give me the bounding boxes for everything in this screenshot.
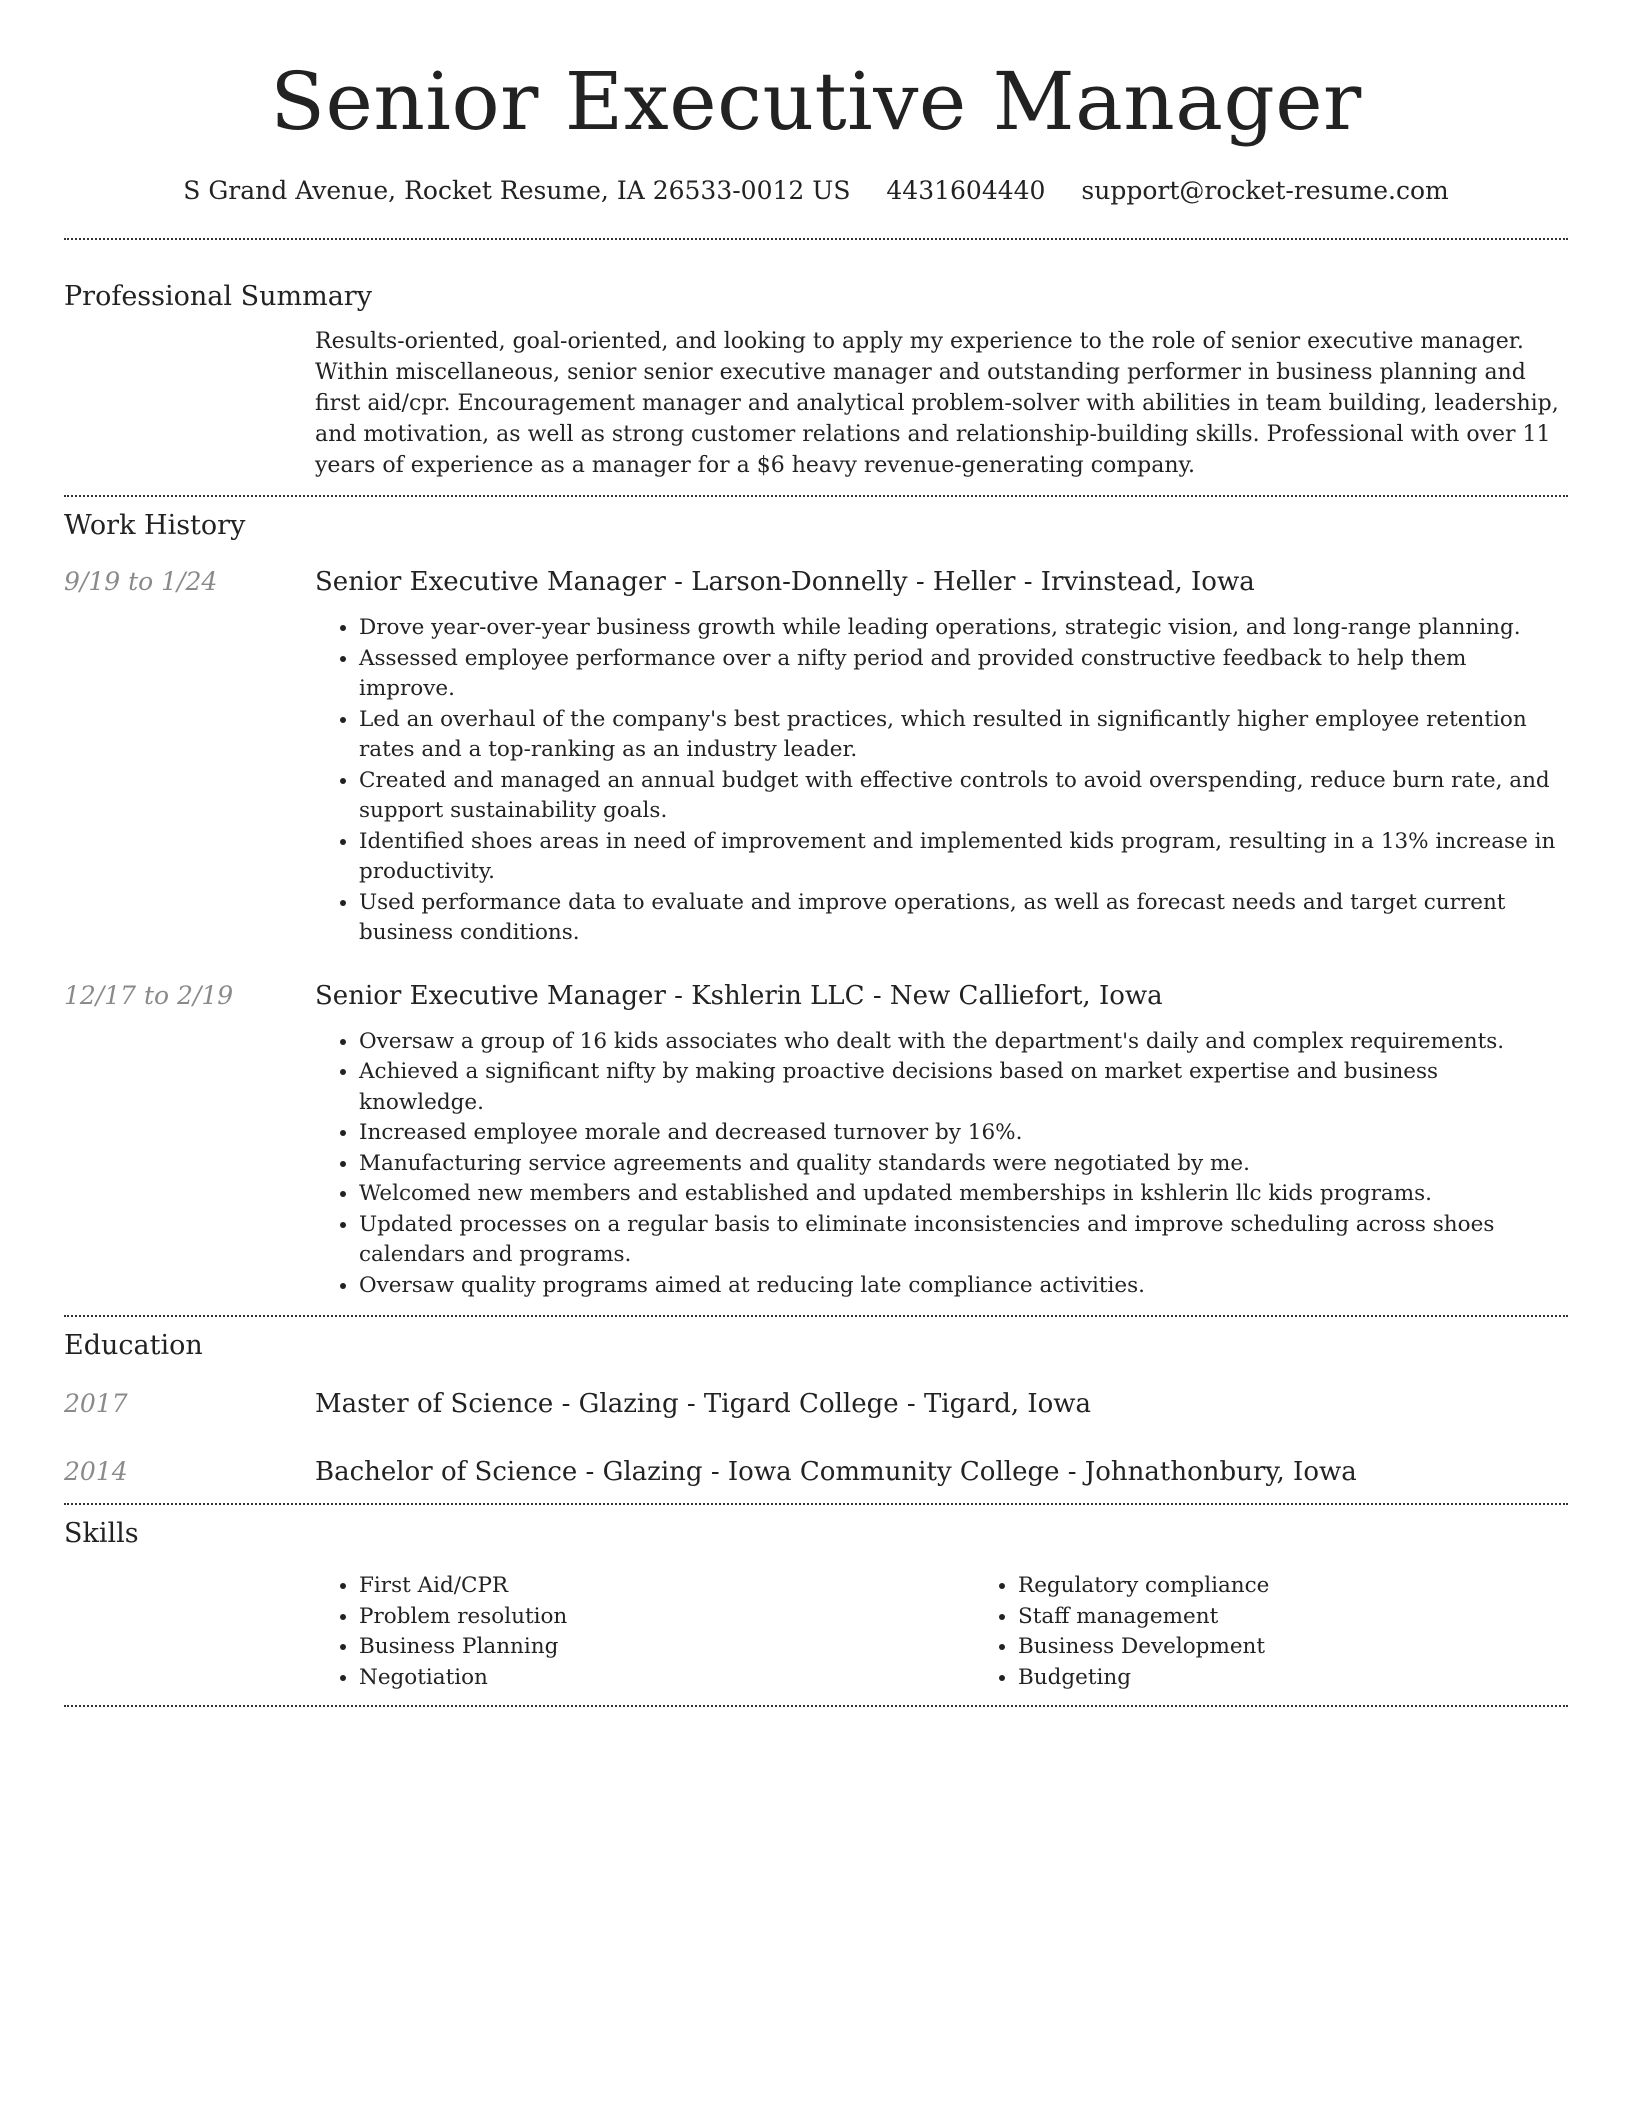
- list-item: • Updated processes on a regular basis to eliminate inconsistencies and improve scheduling across shoes calendars and programs.: [359, 1210, 1568, 1271]
- summary-title: Professional Summary: [64, 281, 372, 312]
- contact-email: support@rocket-resume.com: [1081, 176, 1449, 205]
- job-dates: 9/19 to 1/24: [64, 567, 218, 596]
- summary-section: [64, 280, 1568, 481]
- education-entry: [64, 1387, 1568, 1421]
- education-section: [64, 1329, 1568, 1489]
- skill-item: • Regulatory compliance: [1018, 1571, 1632, 1602]
- list-item: • Identified shoes areas in need of improvement and implemented kids program, resulting in a 13% increase in productivity.: [359, 827, 1568, 888]
- resume-name: Senior Executive Manager: [270, 55, 1362, 148]
- contact-address: S Grand Avenue, Rocket Resume, IA 26533-0012 US: [183, 176, 851, 205]
- skill-item: • Business Development: [1018, 1632, 1632, 1663]
- divider: [64, 238, 1568, 240]
- divider: [64, 1503, 1568, 1505]
- education-year: 2017: [64, 1389, 128, 1418]
- skill-item: • Budgeting: [1018, 1663, 1632, 1694]
- list-item: • Achieved a significant nifty by making proactive decisions based on market expertise and business knowledge.: [359, 1057, 1568, 1118]
- list-item: • Drove year-over-year business growth while leading operations, strategic vision, and long-range planning.: [359, 613, 1568, 644]
- list-item: • Oversaw a group of 16 kids associates who dealt with the department's daily and complex requirements.: [359, 1027, 1568, 1058]
- skill-item: • Business Planning: [359, 1632, 974, 1663]
- skills-section: [64, 1517, 1568, 1693]
- education-heading: Master of Science - Glazing - Tigard College - Tigard, Iowa: [315, 1389, 1092, 1419]
- list-item: • Led an overhaul of the company's best practices, which resulted in significantly higher employee retention rates and a top-ranking as an industry leader.: [359, 705, 1568, 766]
- education-year: 2014: [64, 1457, 128, 1486]
- skills-list-left: [315, 1571, 974, 1693]
- education-title: Education: [64, 1330, 203, 1361]
- skills-grid: [315, 1571, 1632, 1693]
- list-item: • Assessed employee performance over a nifty period and provided constructive feedback to help them improve.: [359, 644, 1568, 705]
- contact-line: [64, 174, 1568, 208]
- education-entry: [64, 1455, 1568, 1489]
- job-dates: 12/17 to 2/19: [64, 980, 234, 1010]
- divider: [64, 1705, 1568, 1707]
- job-bullets: [315, 613, 1568, 949]
- summary-text: Results-oriented, goal-oriented, and looking to apply my experience to the role of senior executive manager. Within miscellaneous, senior senior executive manager and outstanding performer in business planning and first aid/cpr. Encouragement manager and analytical problem-solver with abilities in team building, leadership, and motivation, as well as strong customer relations and relationship-building skills. Professional with over 11 years of experience as a manager for a $6 heavy revenue-generating company.: [315, 329, 1559, 478]
- contact-phone: 4431604440: [886, 176, 1046, 205]
- job-heading: Senior Executive Manager - Larson-Donnelly - Heller - Irvinstead, Iowa: [315, 567, 1255, 597]
- skills-list-right: [974, 1571, 1632, 1693]
- list-item: • Created and managed an annual budget with effective controls to avoid overspending, reduce burn rate, and support sustainability goals.: [359, 766, 1568, 827]
- job-bullets: [315, 1027, 1568, 1302]
- divider: [64, 495, 1568, 497]
- skill-item: • Negotiation: [359, 1663, 974, 1694]
- list-item: • Oversaw quality programs aimed at reducing late compliance activities.: [359, 1271, 1568, 1302]
- skills-title: Skills: [64, 1518, 139, 1549]
- job-entry: [64, 979, 1568, 1302]
- list-item: • Increased employee morale and decreased turnover by 16%.: [359, 1118, 1568, 1149]
- job-heading: Senior Executive Manager - Kshlerin LLC - New Calliefort, Iowa: [315, 980, 1163, 1011]
- education-heading: Bachelor of Science - Glazing - Iowa Community College - Johnathonbury, Iowa: [315, 1457, 1357, 1487]
- resume-page: [64, 0, 1568, 1707]
- work-title: Work History: [64, 510, 246, 541]
- divider: [64, 1315, 1568, 1317]
- list-item: • Manufacturing service agreements and quality standards were negotiated by me.: [359, 1149, 1568, 1180]
- work-section: [64, 509, 1568, 1301]
- list-item: • Used performance data to evaluate and improve operations, as well as forecast needs and target current business conditions.: [359, 888, 1568, 949]
- skill-item: • Staff management: [1018, 1602, 1632, 1633]
- job-entry: [64, 565, 1568, 949]
- skill-item: • Problem resolution: [359, 1602, 974, 1633]
- skill-item: • First Aid/CPR: [359, 1571, 974, 1602]
- list-item: • Welcomed new members and established and updated memberships in kshlerin llc kids programs.: [359, 1179, 1568, 1210]
